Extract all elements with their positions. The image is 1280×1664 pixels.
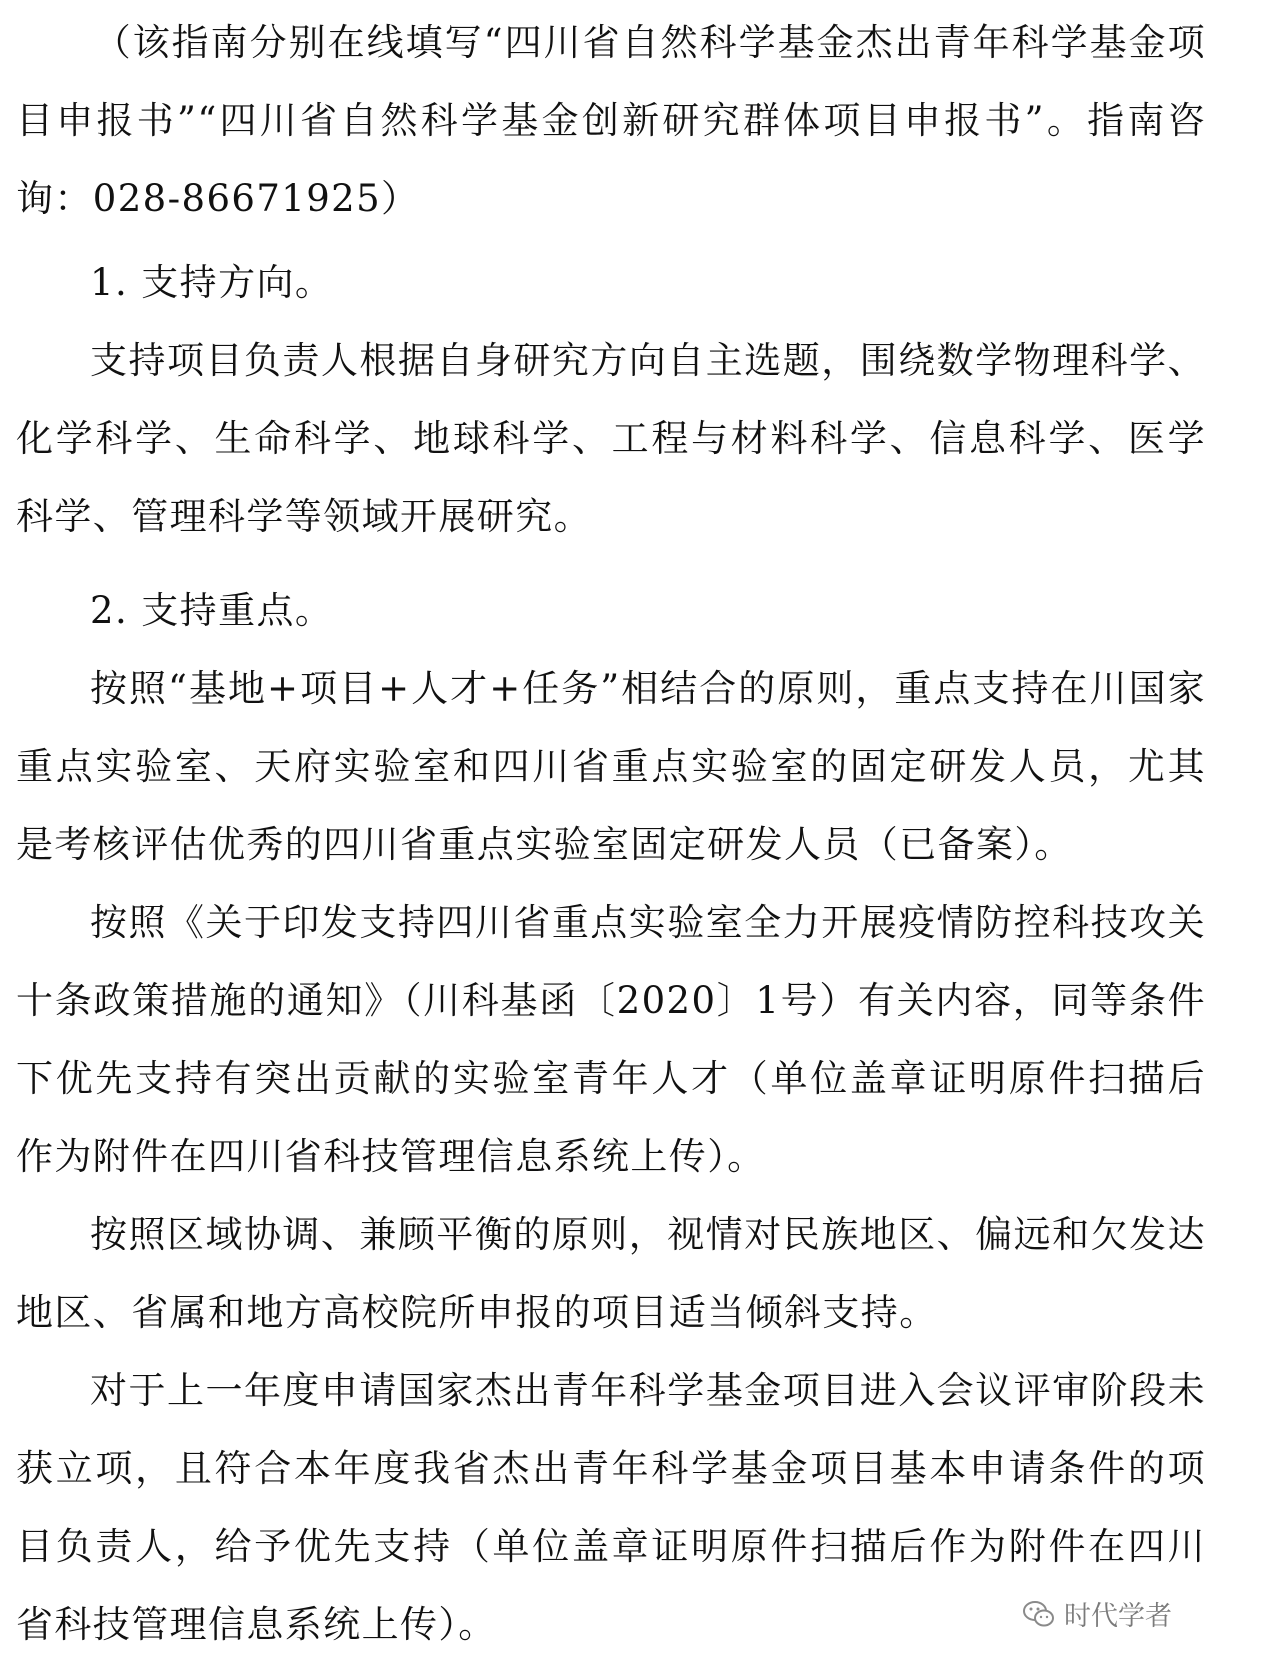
support-focus-paragraph-4: 对于上一年度申请国家杰出青年科学基金项目进入会议评审阶段未获立项，且符合本年度我省杰出青年科学基金项目基本申请条件的项目负责人，给予优先支持（单位盖章证明原件扫描后作为附件在四川省科技管理信息系统上传）。: [16, 1369, 1206, 1646]
support-focus-paragraph-1: 按照“基地+项目+人才+任务”相结合的原则，重点支持在川国家重点实验室、天府实验室和四川省重点实验室的固定研发人员，尤其是考核评估优秀的四川省重点实验室固定研发人员（已备案）。: [16, 667, 1206, 866]
section-heading-support-focus: 2. 支持重点。: [90, 589, 334, 632]
support-direction-paragraph: 支持项目负责人根据自身研究方向自主选题，围绕数学物理科学、化学科学、生命科学、地球科学、工程与材料科学、信息科学、医学科学、管理科学等领域开展研究。: [16, 339, 1206, 538]
guide-note-paragraph: （该指南分别在线填写“四川省自然科学基金杰出青年科学基金项目申报书”“四川省自然科学基金创新研究群体项目申报书”。指南咨询：028-86671925）: [16, 21, 1206, 220]
watermark: [1022, 1594, 1172, 1633]
support-focus-paragraph-2: 按照《关于印发支持四川省重点实验室全力开展疫情防控科技攻关十条政策措施的通知》（川科基函〔2020〕1号）有关内容，同等条件下优先支持有突出贡献的实验室青年人才（单位盖章证明原件扫描后作为附件在四川省科技管理信息系统上传）。: [16, 901, 1206, 1178]
section-heading-support-direction: 1. 支持方向。: [90, 261, 334, 304]
document-body: [16, 4, 1206, 1664]
support-focus-paragraph-3: 按照区域协调、兼顾平衡的原则，视情对民族地区、偏远和欠发达地区、省属和地方高校院所申报的项目适当倾斜支持。: [16, 1213, 1206, 1334]
watermark-text: 时代学者: [1064, 1601, 1172, 1632]
wechat-icon: [1022, 1599, 1056, 1629]
